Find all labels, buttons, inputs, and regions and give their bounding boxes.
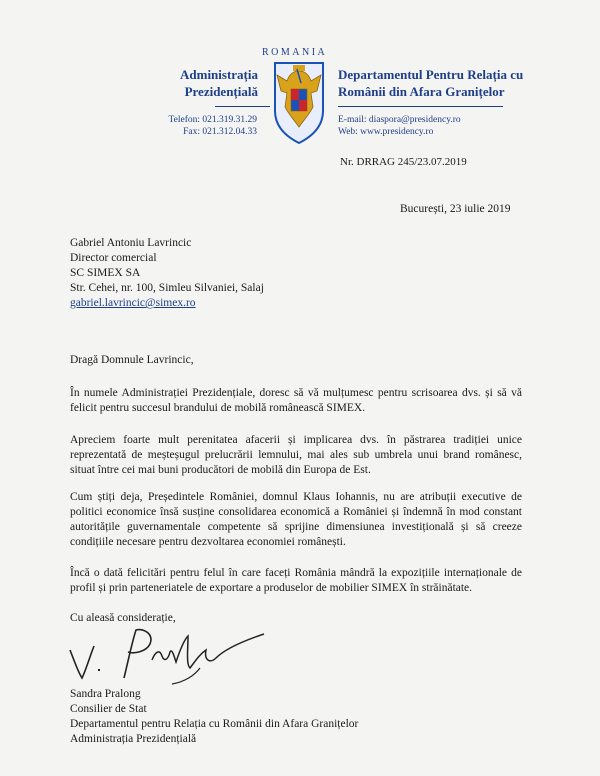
coat-of-arms-icon <box>271 57 327 145</box>
recipient-block <box>70 236 264 311</box>
paragraph-4: Încă o dată felicitări pentru felul în care faceți România mândră la expozițiile internaționale de profil și prin parteneriatele de exportare a produselor de mobilier SIMEX în străinătate. <box>70 567 522 594</box>
signatory-department: Departamentul pentru Relația cu Românii din Afara Granițelor <box>70 718 359 730</box>
greeting: Dragă Domnule Lavrincic, <box>70 354 194 366</box>
department-title-line2: Românii din Afara Granițelor <box>338 84 505 99</box>
fax-text: Fax: 021.312.04.33 <box>183 127 257 137</box>
recipient-email-link[interactable]: gabriel.lavrincic@simex.ro <box>70 297 196 309</box>
admin-title-line2: Prezidențială <box>184 84 258 99</box>
closing-line: Cu aleasă considerație, <box>70 612 176 624</box>
paragraph-3: Cum știți deja, Președintele României, domnul Klaus Iohannis, nu are atribuții executive de politici economice însă susține consolidarea economică a României și îndemnă în mod constant autoritățile guvernamentale competente să sprijine dimensiunea investițională și să creeze condițiile necesare pentru dezvoltarea economiei românești. <box>70 491 522 548</box>
admin-title <box>58 66 258 100</box>
country-label: ROMANIA <box>262 47 328 58</box>
header-divider-right <box>338 106 503 107</box>
contact-email-web <box>338 114 558 138</box>
email-text: E-mail: diaspora@presidency.ro <box>338 115 461 125</box>
recipient-name: Gabriel Antoniu Lavrincic <box>70 237 192 249</box>
reference-number: Nr. DRRAG 245/23.07.2019 <box>340 156 467 168</box>
recipient-company: SC SIMEX SA <box>70 267 141 279</box>
place-date: București, 23 iulie 2019 <box>400 203 511 215</box>
signatory-name: Sandra Pralong <box>70 688 141 700</box>
phone-text: Telefon: 021.319.31.29 <box>168 115 257 125</box>
signatory-block <box>70 687 358 747</box>
department-title <box>338 66 578 100</box>
department-title-line1: Departamentul Pentru Relația cu <box>338 67 524 82</box>
recipient-title: Director comercial <box>70 252 157 264</box>
paragraph-2: Apreciem foarte mult perenitatea afacerii și implicarea dvs. în păstrarea tradiției unice reprezentată de meșteșugul prelucrării lemnului, mai ales sub umbrela unui brand românesc, situat între cei mai buni producători de mobilă din Europa de Est. <box>70 434 522 476</box>
contact-phone-fax <box>57 114 257 138</box>
header-divider-left <box>215 106 270 107</box>
recipient-address: Str. Cehei, nr. 100, Simleu Silvaniei, Salaj <box>70 282 264 294</box>
signatory-role: Consilier de Stat <box>70 703 147 715</box>
web-text: Web: www.presidency.ro <box>338 127 434 137</box>
handwritten-signature <box>64 620 284 690</box>
signatory-institution: Administrația Prezidențială <box>70 733 197 745</box>
admin-title-line1: Administrația <box>180 67 258 82</box>
paragraph-1: În numele Administrației Prezidențiale, doresc să vă mulțumesc pentru scrisoarea dvs. și să vă felicit pentru succesul brandului de mobilă românească SIMEX. <box>70 387 522 414</box>
